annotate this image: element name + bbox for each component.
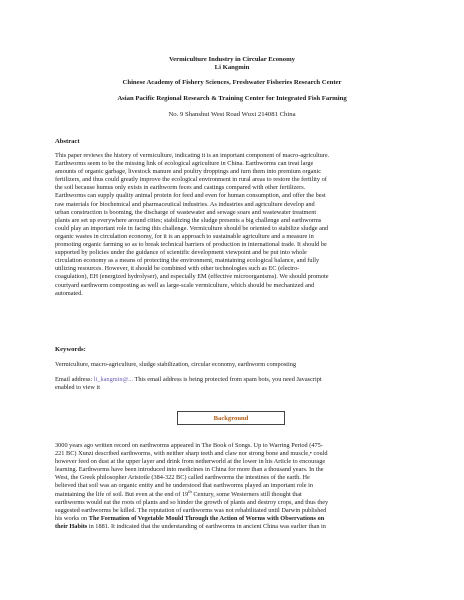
abstract-line: the soil because humus only exists in earthworm feces and castings compared with other fertilizers. [55, 184, 306, 192]
abstract-line: supported by policies under the guidance of scientific development viewpoint and be put into whole [55, 249, 307, 257]
keywords-text [55, 361, 417, 369]
email-link[interactable]: li_kangmin@... [93, 376, 134, 383]
keywords-line: Vermiculture, macro-agriculture, sludge stabilization, circular economy, earthworm composting [55, 361, 297, 368]
background-heading: Background [213, 414, 249, 422]
email-block [55, 376, 417, 392]
background-line: learning. Earthworms have been introduced into medicines in China for more than a thousand years. In the [55, 466, 324, 474]
superscript: th [188, 488, 192, 494]
abstract-line: raw materials for biochemical and pharmaceutical industries. As industries and agriculture develop and [55, 200, 315, 208]
address: No. 9 Shanshui West Road Wuxi 214081 China [168, 111, 296, 118]
email-prefix: Email address: [55, 376, 94, 383]
abstract-line: organic wastes in circulation economy, for it is an approach to sustainable agriculture and a measure in [55, 232, 314, 240]
paper-title: Vermiculture Industry in Circular Economy [168, 56, 296, 63]
abstract-line: plants are set up everywhere around cities; stabilizing the sludge presents a big challenge and earthworms [55, 216, 322, 224]
book-title-part-1: The Formation of Vegetable Mould Through the Action of Worms with Observations on [88, 514, 325, 522]
abstract-line: This paper reviews the history of vermiculture, indicating it is an important component of macro-agriculture. [55, 152, 330, 159]
abstract-line: automated. [55, 289, 83, 297]
email-suffix-line-2: enabled to view it [55, 384, 100, 392]
abstract-line: urban construction is booming, the discharge of wastewater and sewage soars and wastewater treatment [55, 208, 317, 216]
background-line: their Habits in 1881. It indicated that the understanding of earthworms in ancient China was earlier than in [55, 522, 326, 530]
abstract-line: Earthworms can supply quality animal protein for feed and even for human consumption, and offer the best [55, 192, 326, 200]
background-line: suggested earthworms be killed. The reputation of earthworms was not rehabilitated until Darwin published [55, 506, 327, 514]
background-line: however feed on dust at the upper layer and drink from netherworld at the lower in his Article to encourage [55, 458, 326, 466]
affiliation-2: Asian Pacific Regional Research & Training Center for Integrated Fish Farming [117, 95, 347, 102]
abstract-line: could play an important role in facing this challenge. Vermiculture should be oriented to stabilize sludge and [55, 224, 329, 232]
keywords-heading: Keywords: [55, 346, 86, 353]
abstract-line: utilizing resources. However, it should be combined with other technologies such as EC (electro- [55, 265, 300, 273]
book-title-part-2: their Habits [55, 522, 88, 530]
email-suffix: This email address is being protected from spam bots, you need Javascript [133, 376, 322, 383]
background-line: West, the Greek philosopher Aristotle (384-322 BC) called earthworms the intestines of the earth. He [55, 474, 310, 482]
background-line: 3000 years ago written record on earthworms appeared in The Book of Songs. Up to Warring Period (475- [55, 442, 323, 449]
abstract-line: amounts of organic garbage, livestock manure and poultry droppings and turn them into premium organic [55, 168, 322, 176]
affiliation-1: Chinese Academy of Fishery Sciences, Freshwater Fisheries Research Center [122, 79, 342, 86]
background-heading-box [177, 411, 285, 425]
abstract-line: circulation economy as a means of protecting the environment, maintaining ecological balance, and fully [55, 257, 320, 265]
background-line: maintaining the life of soil. But even at the end of 19th Century, some Westerners still thought that [55, 488, 302, 498]
author-name: Li Kangmin [214, 64, 250, 71]
abstract-line: fertilizers, and thus could greatly improve the ecological environment in rural areas to restore the fertility of [55, 176, 327, 184]
abstract-heading: Abstract [55, 138, 80, 145]
abstract-body [55, 152, 417, 298]
abstract-line: promoting organic farming so as to break technical barriers of production in international trade. It should be [55, 241, 327, 249]
abstract-line: Earthworms seem to be the missing link of ecological agriculture in China. Earthworms can treat large [55, 160, 314, 168]
abstract-line: courtyard earthworm composting as well as large-scale vermiculture, which should be mechanized and [55, 281, 315, 289]
background-line: 221 BC) Xunzi described earthworms, with neither sharp teeth and claw nor strong bone and muscle,• could [55, 450, 328, 458]
background-line: earthworms would eat the roots of plants and so hinder the growth of plants and destroy crops, and thus they [55, 498, 329, 506]
background-line: his works on The Formation of Vegetable Mould Through the Action of Worms with Observations on [55, 514, 325, 522]
abstract-line: coagulation), EH (energized hydrolyser), and especially EM (effective microorganisms). We should promote [55, 273, 329, 281]
background-body [55, 442, 417, 531]
background-line: believed that soil was an organic entity and he understood that earthworms played an important role in [55, 482, 313, 490]
